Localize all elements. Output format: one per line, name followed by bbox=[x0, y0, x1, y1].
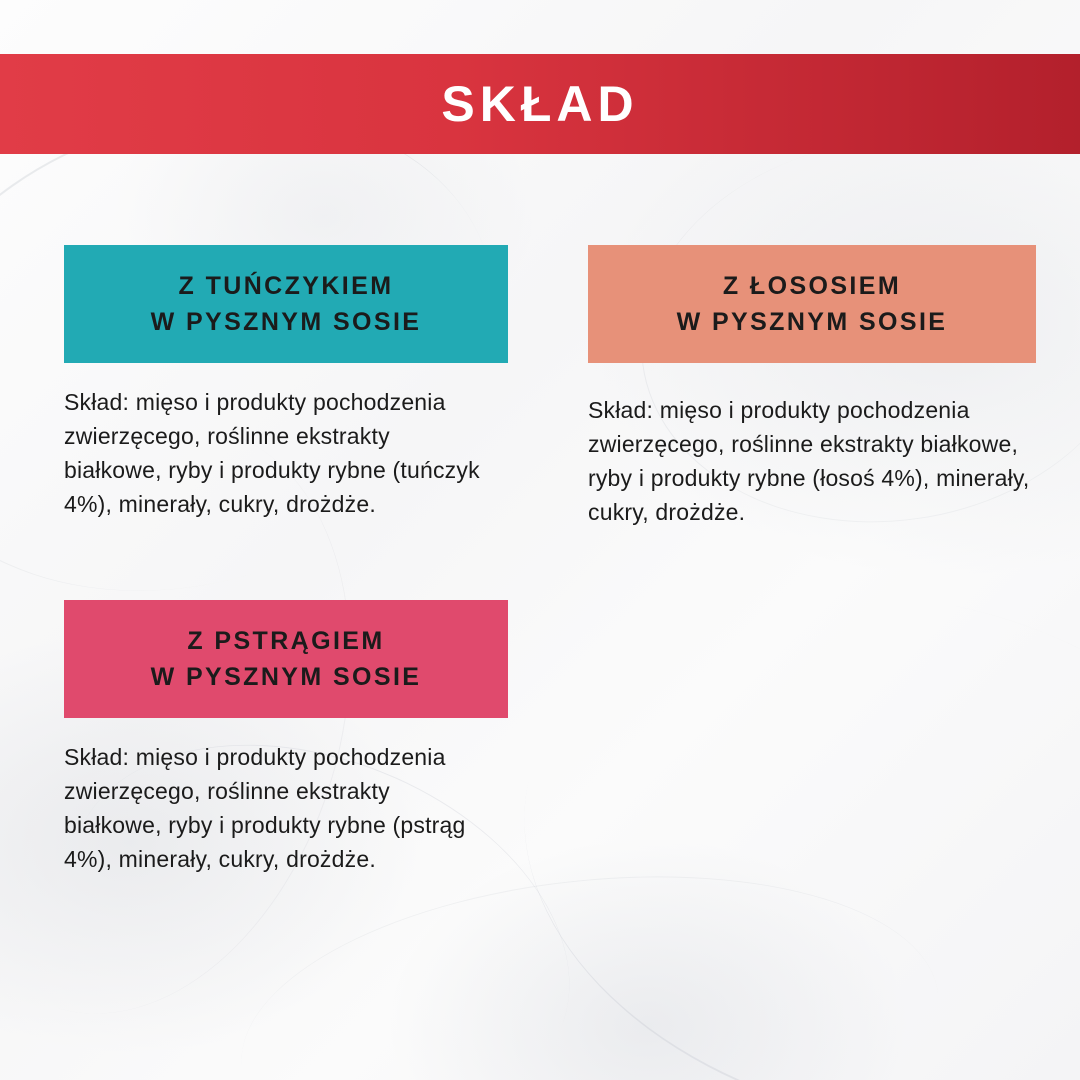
ingredient-card-tuna bbox=[64, 245, 508, 521]
card-header-trout bbox=[64, 600, 508, 718]
card-title-line2: W PYSZNYM SOSIE bbox=[676, 308, 948, 336]
ingredient-card-trout bbox=[64, 600, 508, 876]
card-title-line1: Z PSTRĄGIEM bbox=[187, 626, 385, 655]
card-header-tuna bbox=[64, 245, 508, 363]
marble-vein bbox=[474, 527, 1080, 1080]
card-title-line1: Z ŁOSOSIEM bbox=[722, 271, 902, 300]
ingredient-card-salmon bbox=[588, 245, 1036, 529]
card-title-line2: W PYSZNYM SOSIE bbox=[150, 308, 422, 336]
page-title-banner bbox=[0, 54, 1080, 154]
card-ingredients-text-salmon: Skład: mięso i produkty pochodzenia zwierzęcego, roślinne ekstrakty białkowe, ryby i produkty rybne (łosoś 4%), minerały, cukry, drożdże. bbox=[588, 397, 1030, 526]
marble-vein bbox=[226, 844, 954, 1080]
card-title-line1: Z TUŃCZYKIEM bbox=[178, 271, 394, 300]
page-title: SKŁAD bbox=[441, 76, 639, 132]
card-ingredients-text-trout: Skład: mięso i produkty pochodzenia zwierzęcego, roślinne ekstrakty białkowe, ryby i produkty rybne (pstrąg 4%), minerały, cukry, drożdże. bbox=[64, 744, 466, 873]
card-title-line2: W PYSZNYM SOSIE bbox=[150, 663, 422, 691]
card-header-salmon bbox=[588, 245, 1036, 363]
card-ingredients-text-tuna: Skład: mięso i produkty pochodzenia zwierzęcego, roślinne ekstrakty białkowe, ryby i produkty rybne (tuńczyk 4%), minerały, cukry, drożdże. bbox=[64, 389, 480, 518]
